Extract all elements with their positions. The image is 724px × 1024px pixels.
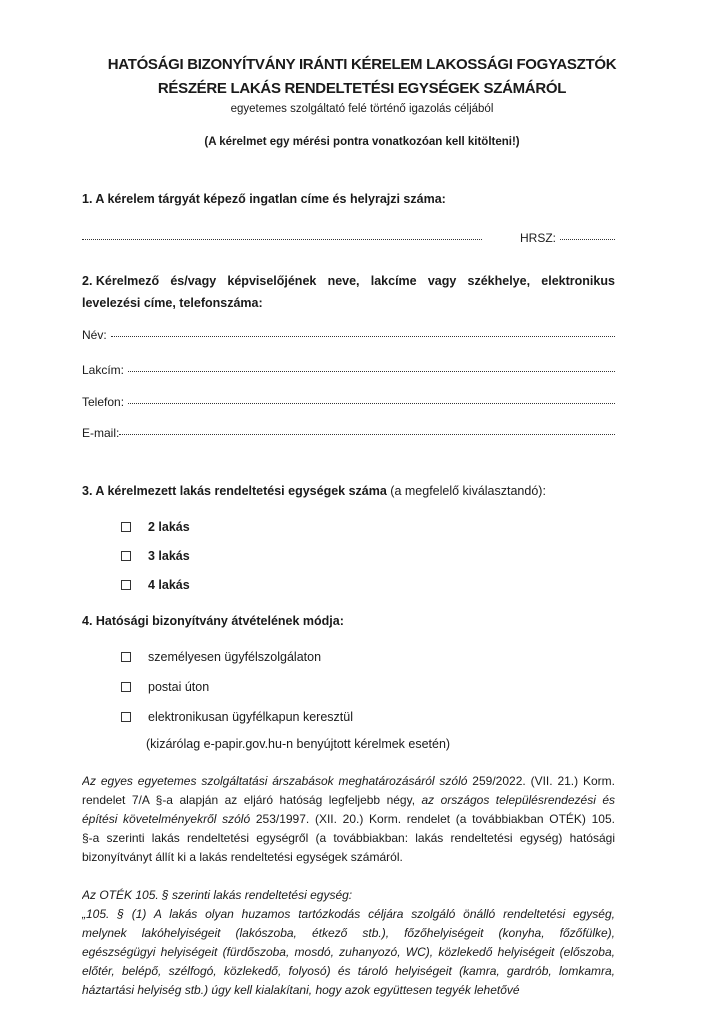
- section2-heading-line1: 2. Kérelmező és/vagy képviselőjének neve, lakcíme vagy székhelye, elektronikus: [82, 274, 615, 288]
- name-field[interactable]: [111, 326, 615, 337]
- email-field[interactable]: [119, 424, 615, 435]
- option-2-lakas[interactable]: 2 lakás: [121, 520, 190, 534]
- option-3-lakas[interactable]: 3 lakás: [121, 549, 190, 563]
- fill-in-note: (A kérelmet egy mérési pontra vonatkozóan kell kitölteni!): [204, 136, 520, 148]
- checkbox-icon[interactable]: [121, 682, 131, 692]
- checkbox-icon[interactable]: [121, 652, 131, 662]
- checkbox-icon[interactable]: [121, 580, 131, 590]
- option-4-lakas[interactable]: 4 lakás: [121, 578, 190, 592]
- checkbox-icon[interactable]: [121, 712, 131, 722]
- name-row: [82, 328, 615, 342]
- legal-paragraph: Az egyes egyetemes szolgáltatási árszabások meghatározásáról szóló 259/2022. (VII. 21.) Korm. rendelet 7/A §-a alapján az eljáró hatóság legfeljebb négy, az országos településrendezési és építési követelményekről szóló 253/1997. (XII. 20.) Korm. rendelet (a továbbiakban OTÉK) 105. §-a szerinti lakás rendeltetési egységről (a továbbiakban: lakás rendeltetési egység) hatósági bizonyítványt állít ki a lakás rendeltetési egységek számáról.: [82, 774, 615, 864]
- otek-quote-heading: Az OTÉK 105. § szerinti lakás rendeltetési egység:: [82, 888, 353, 902]
- option-in-person[interactable]: személyesen ügyfélszolgálaton: [121, 650, 321, 664]
- section4-heading: 4. Hatósági bizonyítvány átvételének módja:: [82, 614, 344, 628]
- property-address-field[interactable]: [82, 229, 482, 240]
- hrsz-field[interactable]: [560, 229, 615, 240]
- section3-heading: 3. A kérelmezett lakás rendeltetési egységek száma (a megfelelő kiválasztandó):: [82, 484, 546, 498]
- checkbox-icon[interactable]: [121, 522, 131, 532]
- option-postal[interactable]: postai úton: [121, 680, 209, 694]
- address-field[interactable]: [128, 361, 615, 372]
- email-row: [82, 426, 615, 440]
- address-row: [82, 363, 615, 377]
- phone-label: Telefon:: [82, 395, 125, 409]
- document-title-line2: RÉSZÉRE LAKÁS RENDELTETÉSI EGYSÉGEK SZÁMÁRÓL: [157, 80, 567, 97]
- section2-heading-line2: levelezési címe, telefonszáma:: [82, 296, 263, 310]
- otek-quote: Az OTÉK 105. § szerinti lakás rendeltetési egység: „105. § (1) A lakás olyan huzamos tartózkodás céljára szolgáló önálló rendeltetési egység, melynek lakóhelyiségeit (lakószoba, étkező stb.), főzőhelyiségeit (konyha, főzőfülke), egészségügyi helyiségeit (fürdőszoba, mosdó, zuhanyozó, WC), közlekedő helyiségeit (előszoba, előtér, belépő, szélfogó, közlekedő, folyosó) és tároló helyiségeit (kamra, gardrób, lomkamra, háztartási helyiség stb.) úgy kell kialakítani, hogy azok együttesen tegyék lehetővé: [82, 888, 615, 997]
- option-electronic[interactable]: elektronikusan ügyfélkapun keresztül: [121, 710, 353, 724]
- section1-heading: 1. A kérelem tárgyát képező ingatlan címe és helyrajzi száma:: [82, 192, 446, 206]
- property-address-row: [82, 231, 615, 245]
- electronic-option-note: (kizárólag e-papir.gov.hu-n benyújtott kérelmek esetén): [146, 737, 451, 751]
- phone-row: [82, 395, 615, 409]
- address-label: Lakcím:: [82, 363, 125, 377]
- checkbox-icon[interactable]: [121, 551, 131, 561]
- document-title-line1: HATÓSÁGI BIZONYÍTVÁNY IRÁNTI KÉRELEM LAKOSSÁGI FOGYASZTÓK: [107, 56, 617, 73]
- phone-field[interactable]: [128, 393, 615, 404]
- document-subtitle: egyetemes szolgáltató felé történő igazolás céljából: [230, 103, 494, 115]
- hrsz-label: HRSZ:: [520, 231, 556, 245]
- name-label: Név:: [82, 328, 107, 342]
- email-label: E-mail:: [82, 426, 120, 440]
